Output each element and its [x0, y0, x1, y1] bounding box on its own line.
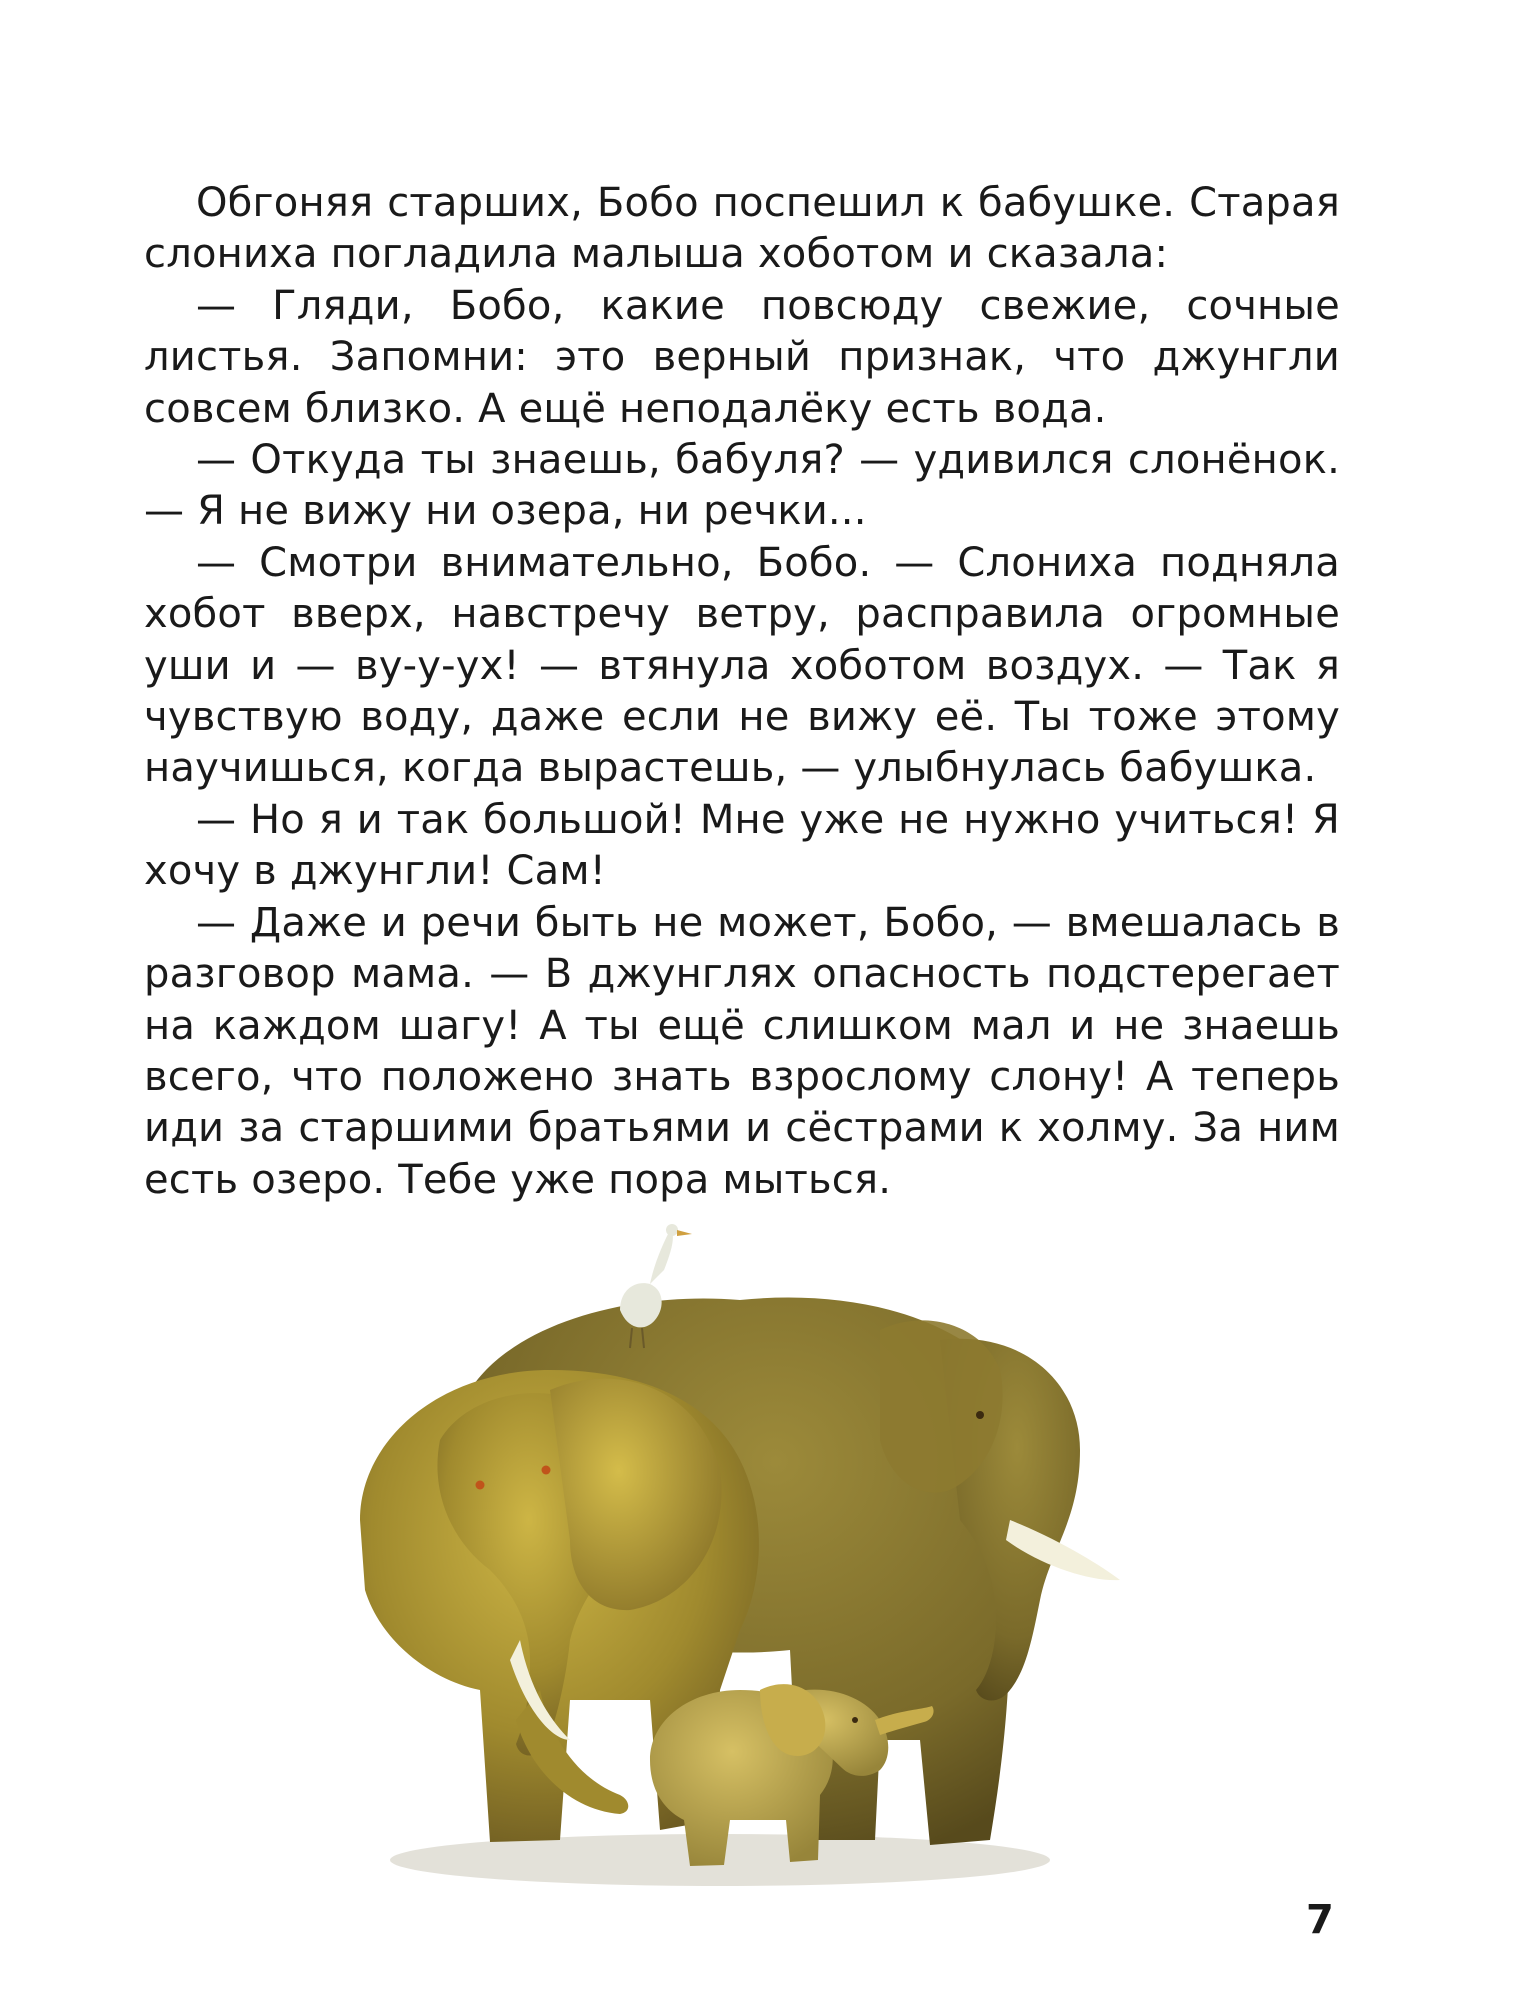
paragraph-1: Обгоняя старших, Бобо поспешил к бабушке. Старая слониха погладила малыша хоботом и сказала:	[144, 180, 1340, 278]
paragraph-4: — Смотри внимательно, Бобо. — Слониха подняла хобот вверх, навстречу ветру, расправила огромные уши и — ву-у-ух! — втянула хоботом воздух. — Так я чувствую воду, даже если не вижу её. Ты тоже этому научишься, когда вырастешь, — улыбнулась бабушка.	[144, 539, 1340, 792]
page-number: 7	[1306, 1897, 1334, 1943]
paragraph-2: — Гляди, Бобо, какие повсюду свежие, сочные листья. Запомни: это верный признак, что джунгли совсем близко. А ещё неподалёку есть вода.	[144, 282, 1340, 432]
elephant-family-illustration	[320, 1220, 1120, 1900]
paragraph-6: — Даже и речи быть не может, Бобо, — вмешалась в разговор мама. — В джунглях опасность подстерегает на каждом шагу! А ты ещё слишком мал и не знаешь всего, что положено знать взрослому слону! А теперь иди за старшими братьями и сёстрами к холму. За ним есть озеро. Тебе уже пора мыться.	[144, 899, 1340, 1203]
story-text	[144, 178, 1340, 1206]
paragraph-5: — Но я и так большой! Мне уже не нужно учиться! Я хочу в джунгли! Сам!	[144, 796, 1340, 895]
paragraph-3: — Откуда ты знаешь, бабуля? — удивился слонёнок. — Я не вижу ни озера, ни речки...	[144, 437, 1340, 535]
